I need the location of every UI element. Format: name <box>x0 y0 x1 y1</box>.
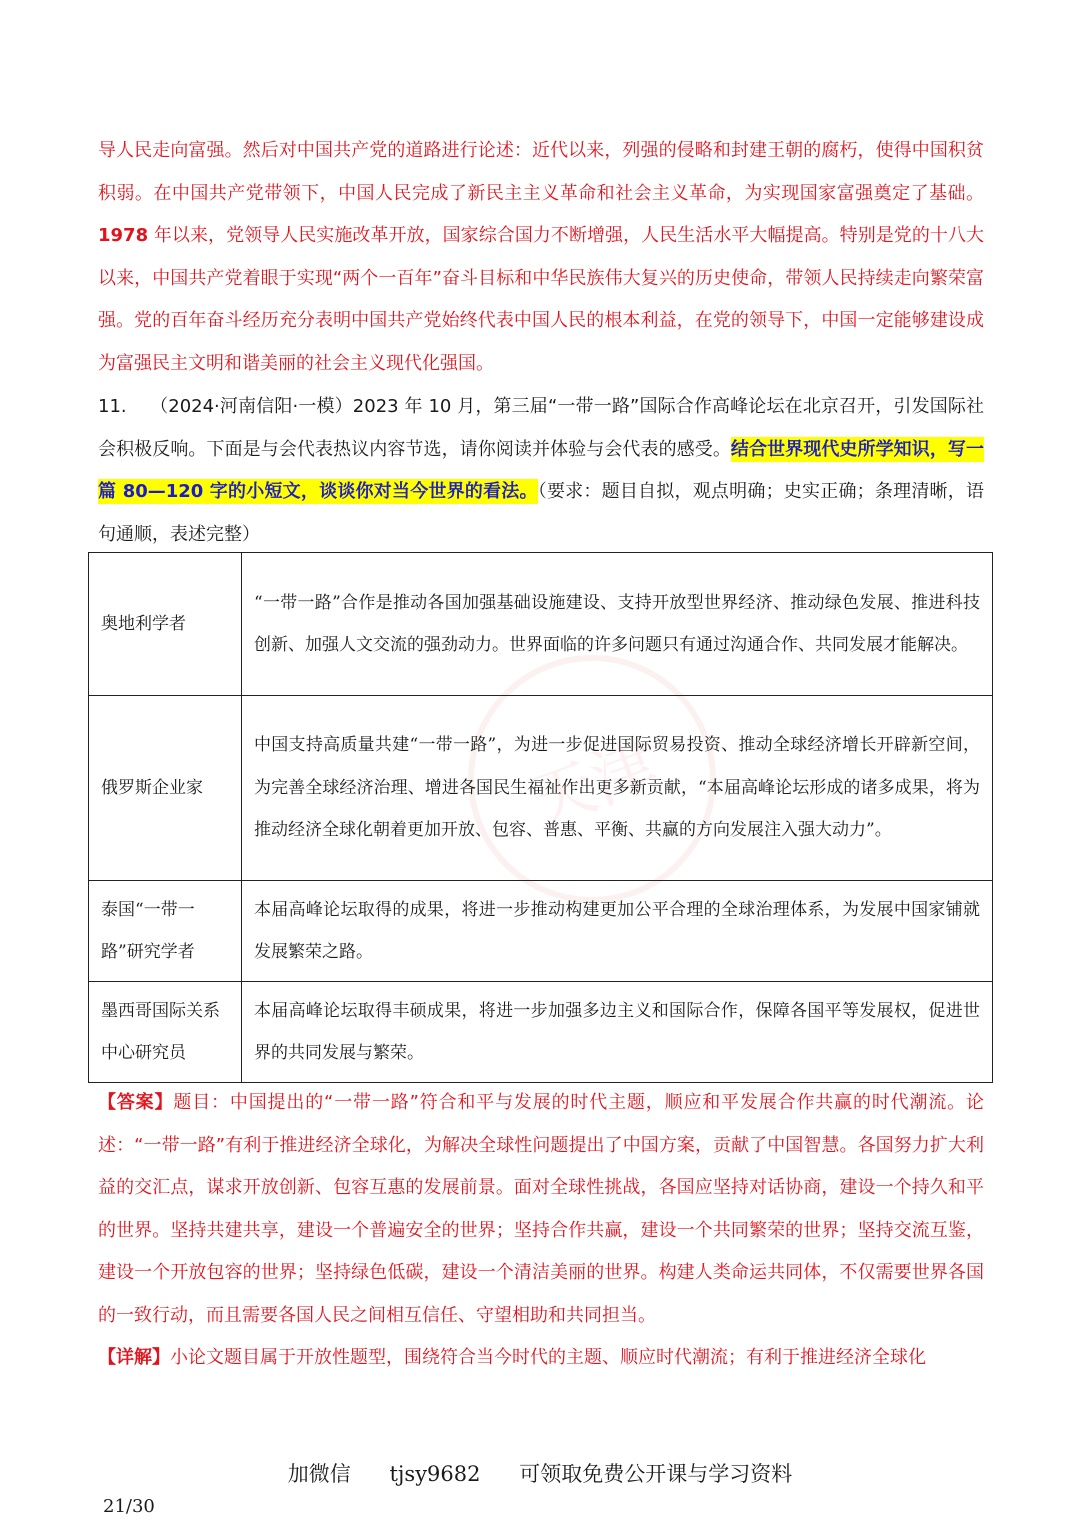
intro-year: 1978 <box>98 225 149 246</box>
intro-text-1: 导人民走向富强。然后对中国共产党的道路进行论述：近代以来，列强的侵略和封建王朝的腐朽，使得中国积贫积弱。在中国共产党带领下，中国人民完成了新民主主义革命和社会主义革命，为实现国家富强奠定了基础。 <box>98 140 984 204</box>
footer-wechat-label: 加微信 <box>287 1462 351 1486</box>
table-row <box>89 553 993 696</box>
answer-text: 题目：中国提出的“一带一路”符合和平与发展的时代主题，顺应和平发展合作共赢的时代潮流。论述：“一带一路”有利于推进经济全球化，为解决全球性问题提出了中国方案，贡献了中国智慧。各国努力扩大利益的交汇点，谋求开放创新、包容互惠的发展前景。面对全球性挑战，各国应坚持对话协商，建设一个持久和平的世界。坚持共建共享，建设一个普遍安全的世界；坚持合作共赢，建设一个共同繁荣的世界；坚持交流互鉴，建设一个开放包容的世界；坚持绿色低碳，建设一个清洁美丽的世界。构建人类命运共同体，不仅需要世界各国的一致行动，而且需要各国人民之间相互信任、守望相助和共同担当。 <box>98 1092 985 1326</box>
question-paragraph <box>98 386 984 556</box>
speaker-cell: 墨西哥国际关系中心研究员 <box>89 982 242 1083</box>
quote-cell: 中国支持高质量共建“一带一路”，为进一步促进国际贸易投资、推动全球经济增长开辟新空间，为完善全球经济治理、增进各国民生福祉作出更多新贡献，“本届高峰论坛形成的诸多成果，将为推动经济全球化朝着更加开放、包容、普惠、平衡、共赢的方向发展注入强大动力”。 <box>242 696 993 881</box>
table-row <box>89 982 993 1083</box>
question-requirement: （要求：题目自拟，观点明确；史实正确；条理清晰，语句通顺，表述完整） <box>98 481 984 545</box>
quotes-table <box>88 552 993 1083</box>
speaker-cell: 俄罗斯企业家 <box>89 696 242 881</box>
intro-paragraph <box>98 130 984 385</box>
table-row <box>89 696 993 881</box>
page-number: 21/30 <box>103 1496 155 1517</box>
quote-cell: 本届高峰论坛取得丰硕成果，将进一步加强多边主义和国际合作，保障各国平等发展权，促进世界的共同发展与繁荣。 <box>242 982 993 1083</box>
footer-offer: 可领取免费公开课与学习资料 <box>519 1462 793 1486</box>
answer-paragraph <box>98 1082 984 1337</box>
answer-tag: 【答案】 <box>98 1092 174 1113</box>
quote-cell: “一带一路”合作是推动各国加强基础设施建设、支持开放型世界经济、推动绿色发展、推进科技创新、加强人文交流的强劲动力。世界面临的许多问题只有通过沟通合作、共同发展才能解决。 <box>242 553 993 696</box>
footer-promo <box>0 1458 1080 1488</box>
speaker-cell: 泰国“一带一路”研究学者 <box>89 881 242 982</box>
question-highlight: 结合世界现代史所学知识，写一篇 80—120 字的小短文，谈谈你对当今世界的看法。 <box>98 438 985 502</box>
speaker-cell: 奥地利学者 <box>89 553 242 696</box>
detail-tag: 【详解】 <box>98 1347 170 1368</box>
quote-cell: 本届高峰论坛取得的成果，将进一步推动构建更加公平合理的全球治理体系，为发展中国家铺就发展繁荣之路。 <box>242 881 993 982</box>
intro-text-2: 年以来，党领导人民实施改革开放，国家综合国力不断增强，人民生活水平大幅提高。特别是党的十八大以来，中国共产党着眼于实现“两个一百年”奋斗目标和中华民族伟大复兴的历史使命，带领人民持续走向繁荣富强。党的百年奋斗经历充分表明中国共产党始终代表中国人民的根本利益，在党的领导下，中国一定能够建设成为富强民主文明和谐美丽的社会主义现代化强国。 <box>98 225 984 374</box>
detail-paragraph <box>98 1337 984 1380</box>
table-row <box>89 881 993 982</box>
footer-wechat-id: tjsy9682 <box>389 1462 481 1486</box>
detail-text: 小论文题目属于开放性题型，围绕符合当今时代的主题、顺应时代潮流；有利于推进经济全球化 <box>170 1347 926 1368</box>
question-source: （2024·河南信阳·一模）2023 年 10 月，第三届“一带一路”国际合作高峰论坛在北京召开，引发国际社会积极反响。下面是与会代表热议内容节选，请你阅读并体验与会代表的感受。 <box>98 396 985 460</box>
question-number: 11. <box>98 396 127 417</box>
watermark-stamp: 天津 <box>433 620 751 938</box>
